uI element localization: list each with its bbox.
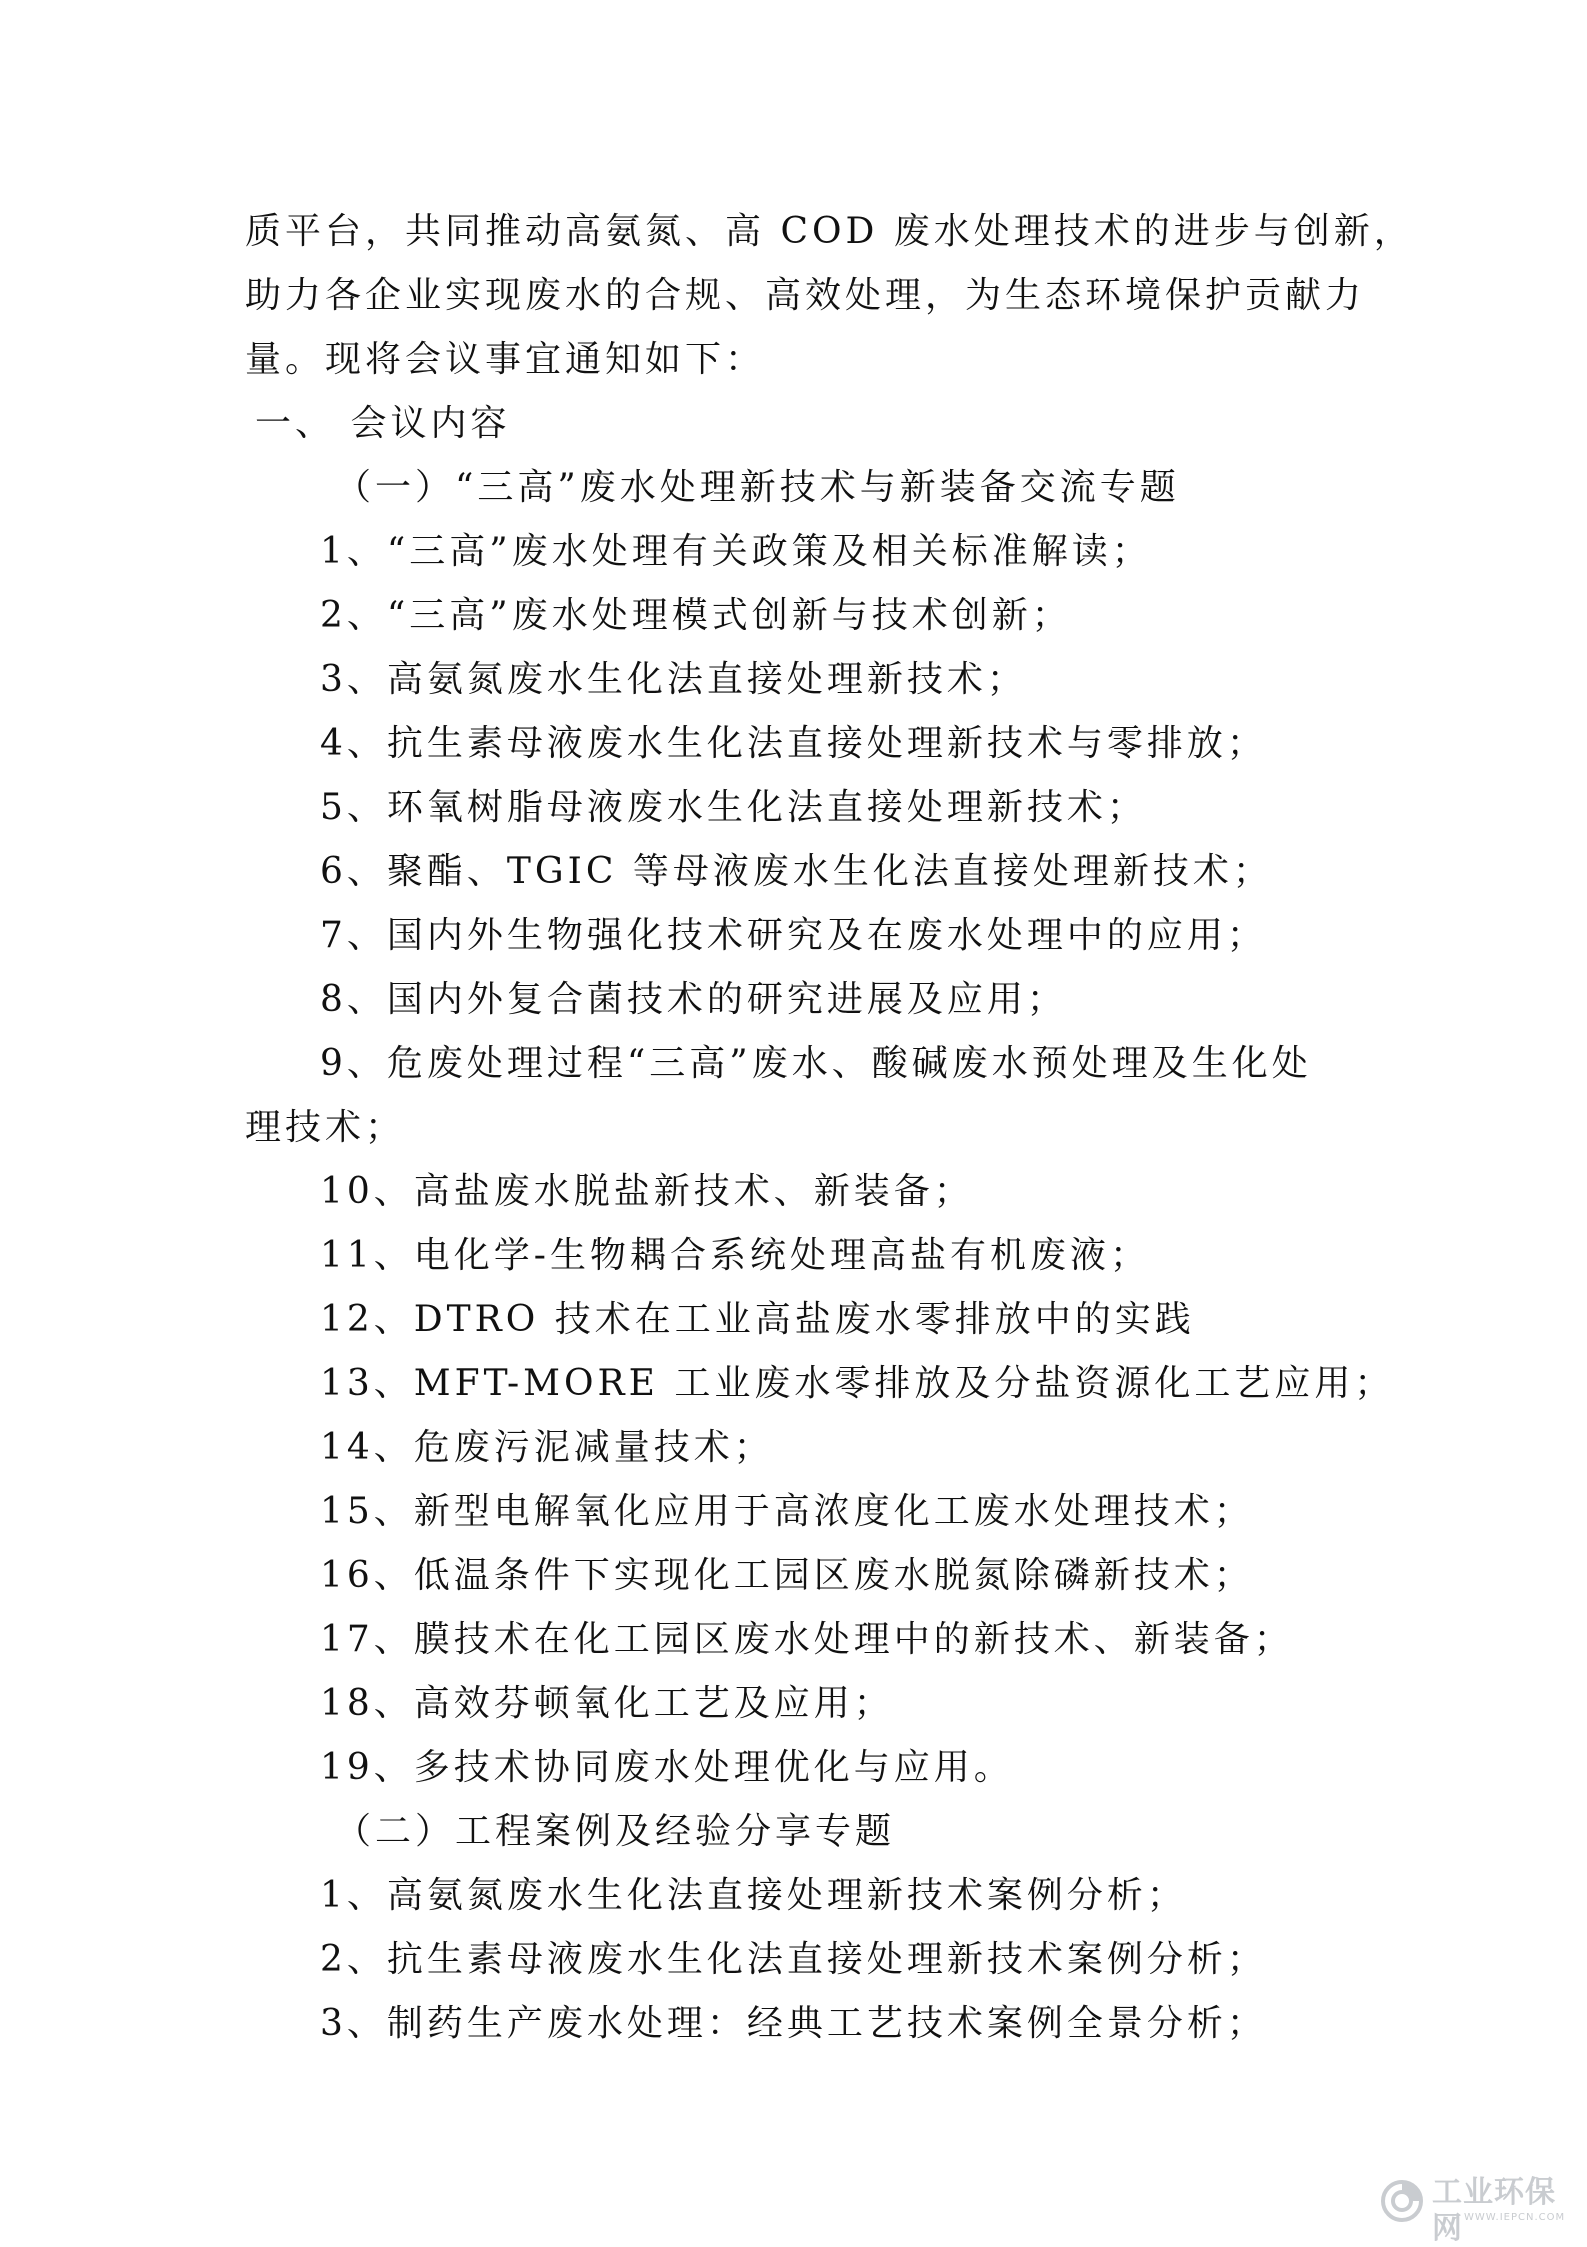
intro-line-1: 质平台，共同推动高氨氮、高 COD 废水处理技术的进步与创新， (245, 211, 1414, 252)
topic1-item: 17、膜技术在化工园区废水处理中的新技术、新装备； (320, 1619, 1294, 1660)
topic1-item: 18、高效芬顿氧化工艺及应用； (320, 1683, 894, 1724)
topic1-item: 6、聚酯、TGIC 等母液废水生化法直接处理新技术； (320, 851, 1273, 892)
topic1-item: 19、多技术协同废水处理优化与应用。 (320, 1747, 1014, 1788)
topic1-item: 5、环氧树脂母液废水生化法直接处理新技术； (320, 787, 1147, 828)
topic-heading-1: （一）“三高”废水处理新技术与新装备交流专题 (335, 467, 1180, 508)
watermark (1380, 2175, 1570, 2246)
topic1-item: 3、高氨氮废水生化法直接处理新技术； (320, 659, 1027, 700)
topic1-item: 12、DTRO 技术在工业高盐废水零排放中的实践 (320, 1299, 1195, 1340)
topic2-item: 1、高氨氮废水生化法直接处理新技术案例分析； (320, 1875, 1187, 1916)
watermark-site-name: 工业环保网 (1432, 2175, 1556, 2246)
intro-line-2: 助力各企业实现废水的合规、高效处理，为生态环境保护贡献力 (245, 275, 1366, 316)
topic1-item: 10、高盐废水脱盐新技术、新装备； (320, 1171, 974, 1212)
topic1-item: 9、危废处理过程“三高”废水、酸碱废水预处理及生化处 (320, 1043, 1312, 1084)
intro-line-3: 量。现将会议事宜通知如下： (245, 339, 766, 380)
topic1-item: 16、低温条件下实现化工园区废水脱氮除磷新技术； (320, 1555, 1254, 1596)
topic1-item-continuation: 理技术； (245, 1107, 406, 1148)
topic1-item: 1、“三高”废水处理有关政策及相关标准解读； (320, 531, 1152, 572)
topic2-item: 2、抗生素母液废水生化法直接处理新技术案例分析； (320, 1939, 1267, 1980)
watermark-url: WWW.IEPCN.COM (1464, 2212, 1566, 2223)
watermark-logo-icon (1380, 2179, 1424, 2223)
topic1-item: 15、新型电解氧化应用于高浓度化工废水处理技术； (320, 1491, 1254, 1532)
topic1-item: 2、“三高”废水处理模式创新与技术创新； (320, 595, 1072, 636)
topic1-item: 14、危废污泥减量技术； (320, 1427, 774, 1468)
topic1-item: 13、MFT-MORE 工业废水零排放及分盐资源化工艺应用； (320, 1363, 1395, 1404)
section-heading: 一、 会议内容 (255, 403, 511, 444)
topic2-item: 3、制药生产废水处理：经典工艺技术案例全景分析； (320, 2003, 1267, 2044)
topic1-item: 4、抗生素母液废水生化法直接处理新技术与零排放； (320, 723, 1267, 764)
topic-heading-2: （二）工程案例及经验分享专题 (335, 1811, 896, 1852)
topic1-item: 7、国内外生物强化技术研究及在废水处理中的应用； (320, 915, 1267, 956)
topic1-item: 8、国内外复合菌技术的研究进展及应用； (320, 979, 1067, 1020)
topic1-item: 11、电化学-生物耦合系统处理高盐有机废液； (320, 1235, 1150, 1276)
